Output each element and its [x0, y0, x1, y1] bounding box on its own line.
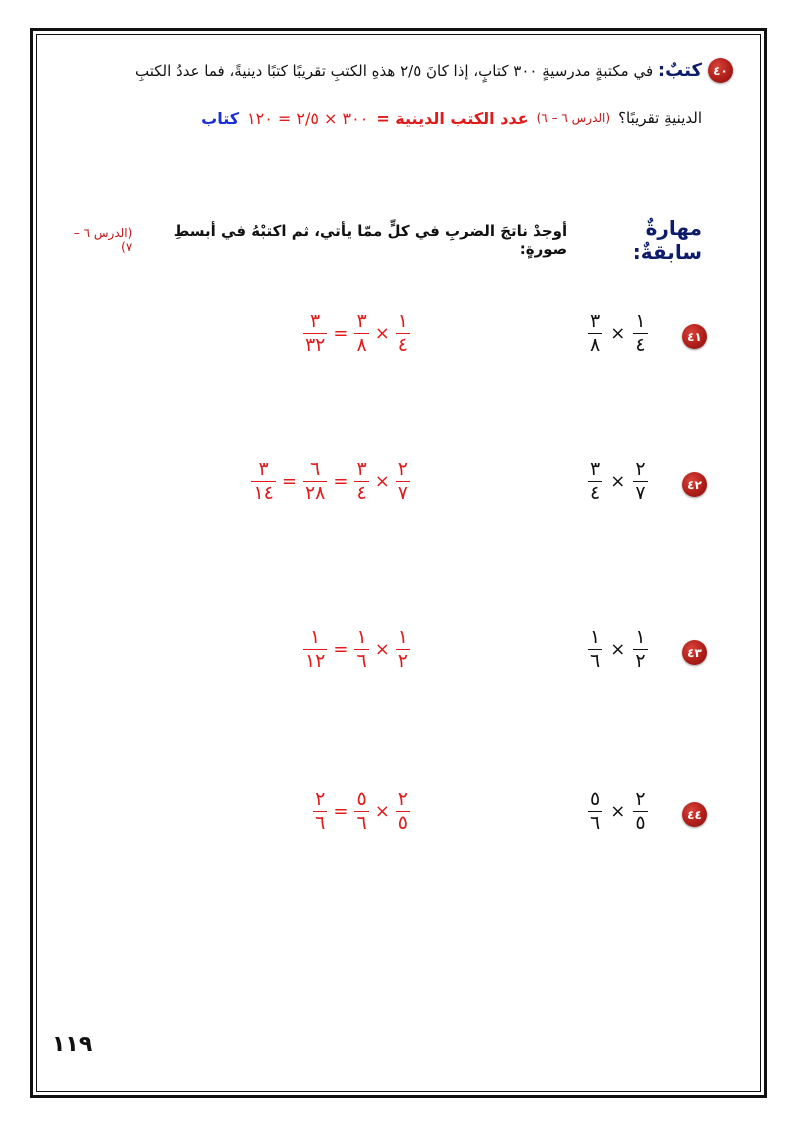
answer-fraction-a [396, 790, 410, 833]
question-badge-40: ٤٠ [708, 58, 733, 83]
section-lesson-ref: (الدرس ٦ – ٧) [73, 226, 133, 254]
times-sign: × [374, 801, 390, 822]
answer-fraction-a-numerator: ١ [397, 310, 408, 332]
answer-result-fraction-numerator: ٢ [315, 788, 326, 810]
answer-fraction-a [396, 628, 410, 671]
answer-result-fraction-numerator: ١ [310, 626, 321, 648]
answer-fraction-a [396, 460, 410, 503]
problem-answer-0 [301, 312, 412, 355]
section-instruction: أوجدْ ناتجَ الضربِ في كلٍّ ممّا يأتي، ثم اكتبْهُ في أبسطِ صورةٍ: [173, 222, 568, 258]
question-fraction-b-numerator: ٣ [590, 310, 601, 332]
question-fraction-b-denominator: ٨ [590, 334, 601, 356]
answer-result-fraction [303, 312, 327, 355]
answer-fraction-a-denominator: ٤ [397, 334, 408, 356]
equals-sign: = [333, 639, 349, 660]
question-40-answer-expr: ٣٠٠ × ٢/٥ = ١٢٠ [247, 108, 369, 128]
times-sign: × [610, 471, 626, 492]
section-heading [62, 216, 702, 264]
question-40-text-2: الدينيةِ تقريبًا؟ [618, 109, 702, 127]
answer-fraction-b [354, 628, 368, 671]
answer-fraction-a [396, 312, 410, 355]
answer-fraction-b-numerator: ٣ [356, 458, 367, 480]
answer-result-fraction-denominator: ٢٨ [304, 482, 326, 504]
equals-sign: = [333, 471, 349, 492]
problem-answer-2 [301, 628, 412, 671]
section-title: مهارةٌ سابقةٌ: [632, 216, 702, 264]
answer-result-fraction [251, 460, 275, 503]
question-40-answer-label: عدد الكتب الدينية = [376, 108, 529, 128]
problem-question-1 [586, 460, 650, 503]
page-number: ١١٩ [52, 1032, 93, 1057]
answer-result-fraction-denominator: ١٤ [253, 482, 274, 504]
answer-result-fraction [303, 460, 327, 503]
times-sign: × [374, 323, 390, 344]
answer-result-fraction-numerator: ٦ [310, 458, 321, 480]
answer-fraction-b-numerator: ٥ [356, 788, 367, 810]
answer-fraction-b-denominator: ٤ [356, 482, 367, 504]
problem-question-2 [586, 628, 650, 671]
problem-badge-0: ٤١ [682, 324, 707, 349]
problem-question-3 [586, 790, 650, 833]
question-fraction-a [633, 460, 647, 503]
answer-fraction-a-numerator: ١ [397, 626, 408, 648]
question-fraction-a-denominator: ٧ [635, 482, 646, 504]
problem-answer-3 [311, 790, 412, 833]
question-40-text: في مكتبةٍ مدرسيةٍ ٣٠٠ كتابٍ، إذا كانَ ٢/٥ هذهِ الكتبِ تقريبًا كتبًا دينيةً، فما عددُ الكتبِ [134, 62, 654, 80]
problem-badge-1: ٤٢ [682, 472, 707, 497]
question-fraction-a-denominator: ٤ [635, 334, 646, 356]
page-frame-inner [36, 34, 761, 1092]
question-40-answer-unit: كتاب [201, 108, 240, 128]
problem-badge-3: ٤٤ [682, 802, 707, 827]
answer-result-fraction-denominator: ١٢ [304, 650, 326, 672]
equals-sign: = [281, 471, 297, 492]
answer-fraction-b [354, 790, 368, 833]
question-fraction-a [633, 628, 647, 671]
question-fraction-a [633, 312, 647, 355]
equals-sign: = [333, 801, 349, 822]
times-sign: × [374, 639, 390, 660]
answer-result-fraction [313, 790, 327, 833]
question-fraction-b-denominator: ٦ [590, 650, 601, 672]
problem-badge-2: ٤٣ [682, 640, 707, 665]
answer-result-fraction-numerator: ٣ [310, 310, 321, 332]
question-40-title: كتبٌ: [657, 60, 702, 81]
question-fraction-a-numerator: ٢ [635, 458, 646, 480]
question-40-lesson-ref: (الدرس ٦ – ٦) [536, 111, 611, 125]
question-fraction-a-denominator: ٢ [635, 650, 646, 672]
answer-fraction-b-denominator: ٨ [356, 334, 367, 356]
question-fraction-a-numerator: ٢ [635, 788, 646, 810]
question-fraction-a-numerator: ١ [635, 310, 646, 332]
times-sign: × [374, 471, 390, 492]
times-sign: × [610, 323, 626, 344]
question-fraction-b-numerator: ٣ [590, 458, 601, 480]
question-fraction-b [588, 460, 602, 503]
answer-fraction-b-numerator: ٣ [356, 310, 367, 332]
question-fraction-b [588, 790, 602, 833]
question-fraction-b-denominator: ٦ [590, 812, 601, 834]
answer-fraction-a-numerator: ٢ [397, 458, 408, 480]
times-sign: × [610, 801, 626, 822]
answer-fraction-a-denominator: ٥ [397, 812, 408, 834]
question-fraction-b [588, 312, 602, 355]
question-fraction-b-numerator: ٥ [590, 788, 601, 810]
answer-fraction-b-numerator: ١ [356, 626, 367, 648]
question-fraction-a [633, 790, 647, 833]
answer-fraction-a-numerator: ٢ [397, 788, 408, 810]
question-fraction-b-numerator: ١ [590, 626, 601, 648]
answer-result-fraction [303, 628, 327, 671]
answer-fraction-b [354, 312, 368, 355]
equals-sign: = [333, 323, 349, 344]
question-40-line1 [82, 58, 702, 84]
times-sign: × [610, 639, 626, 660]
question-40-line2 [102, 98, 702, 138]
question-fraction-a-denominator: ٥ [635, 812, 646, 834]
question-fraction-b-denominator: ٤ [590, 482, 601, 504]
answer-result-fraction-denominator: ٦ [315, 812, 326, 834]
question-fraction-b [588, 628, 602, 671]
question-fraction-a-numerator: ١ [635, 626, 646, 648]
answer-fraction-b-denominator: ٦ [356, 812, 367, 834]
answer-fraction-b-denominator: ٦ [356, 650, 367, 672]
answer-fraction-b [354, 460, 368, 503]
answer-fraction-a-denominator: ٧ [397, 482, 408, 504]
answer-fraction-a-denominator: ٢ [397, 650, 408, 672]
problem-question-0 [586, 312, 650, 355]
problem-answer-1 [249, 460, 412, 503]
answer-result-fraction-denominator: ٣٢ [304, 334, 326, 356]
answer-result-fraction-numerator: ٣ [258, 458, 269, 480]
